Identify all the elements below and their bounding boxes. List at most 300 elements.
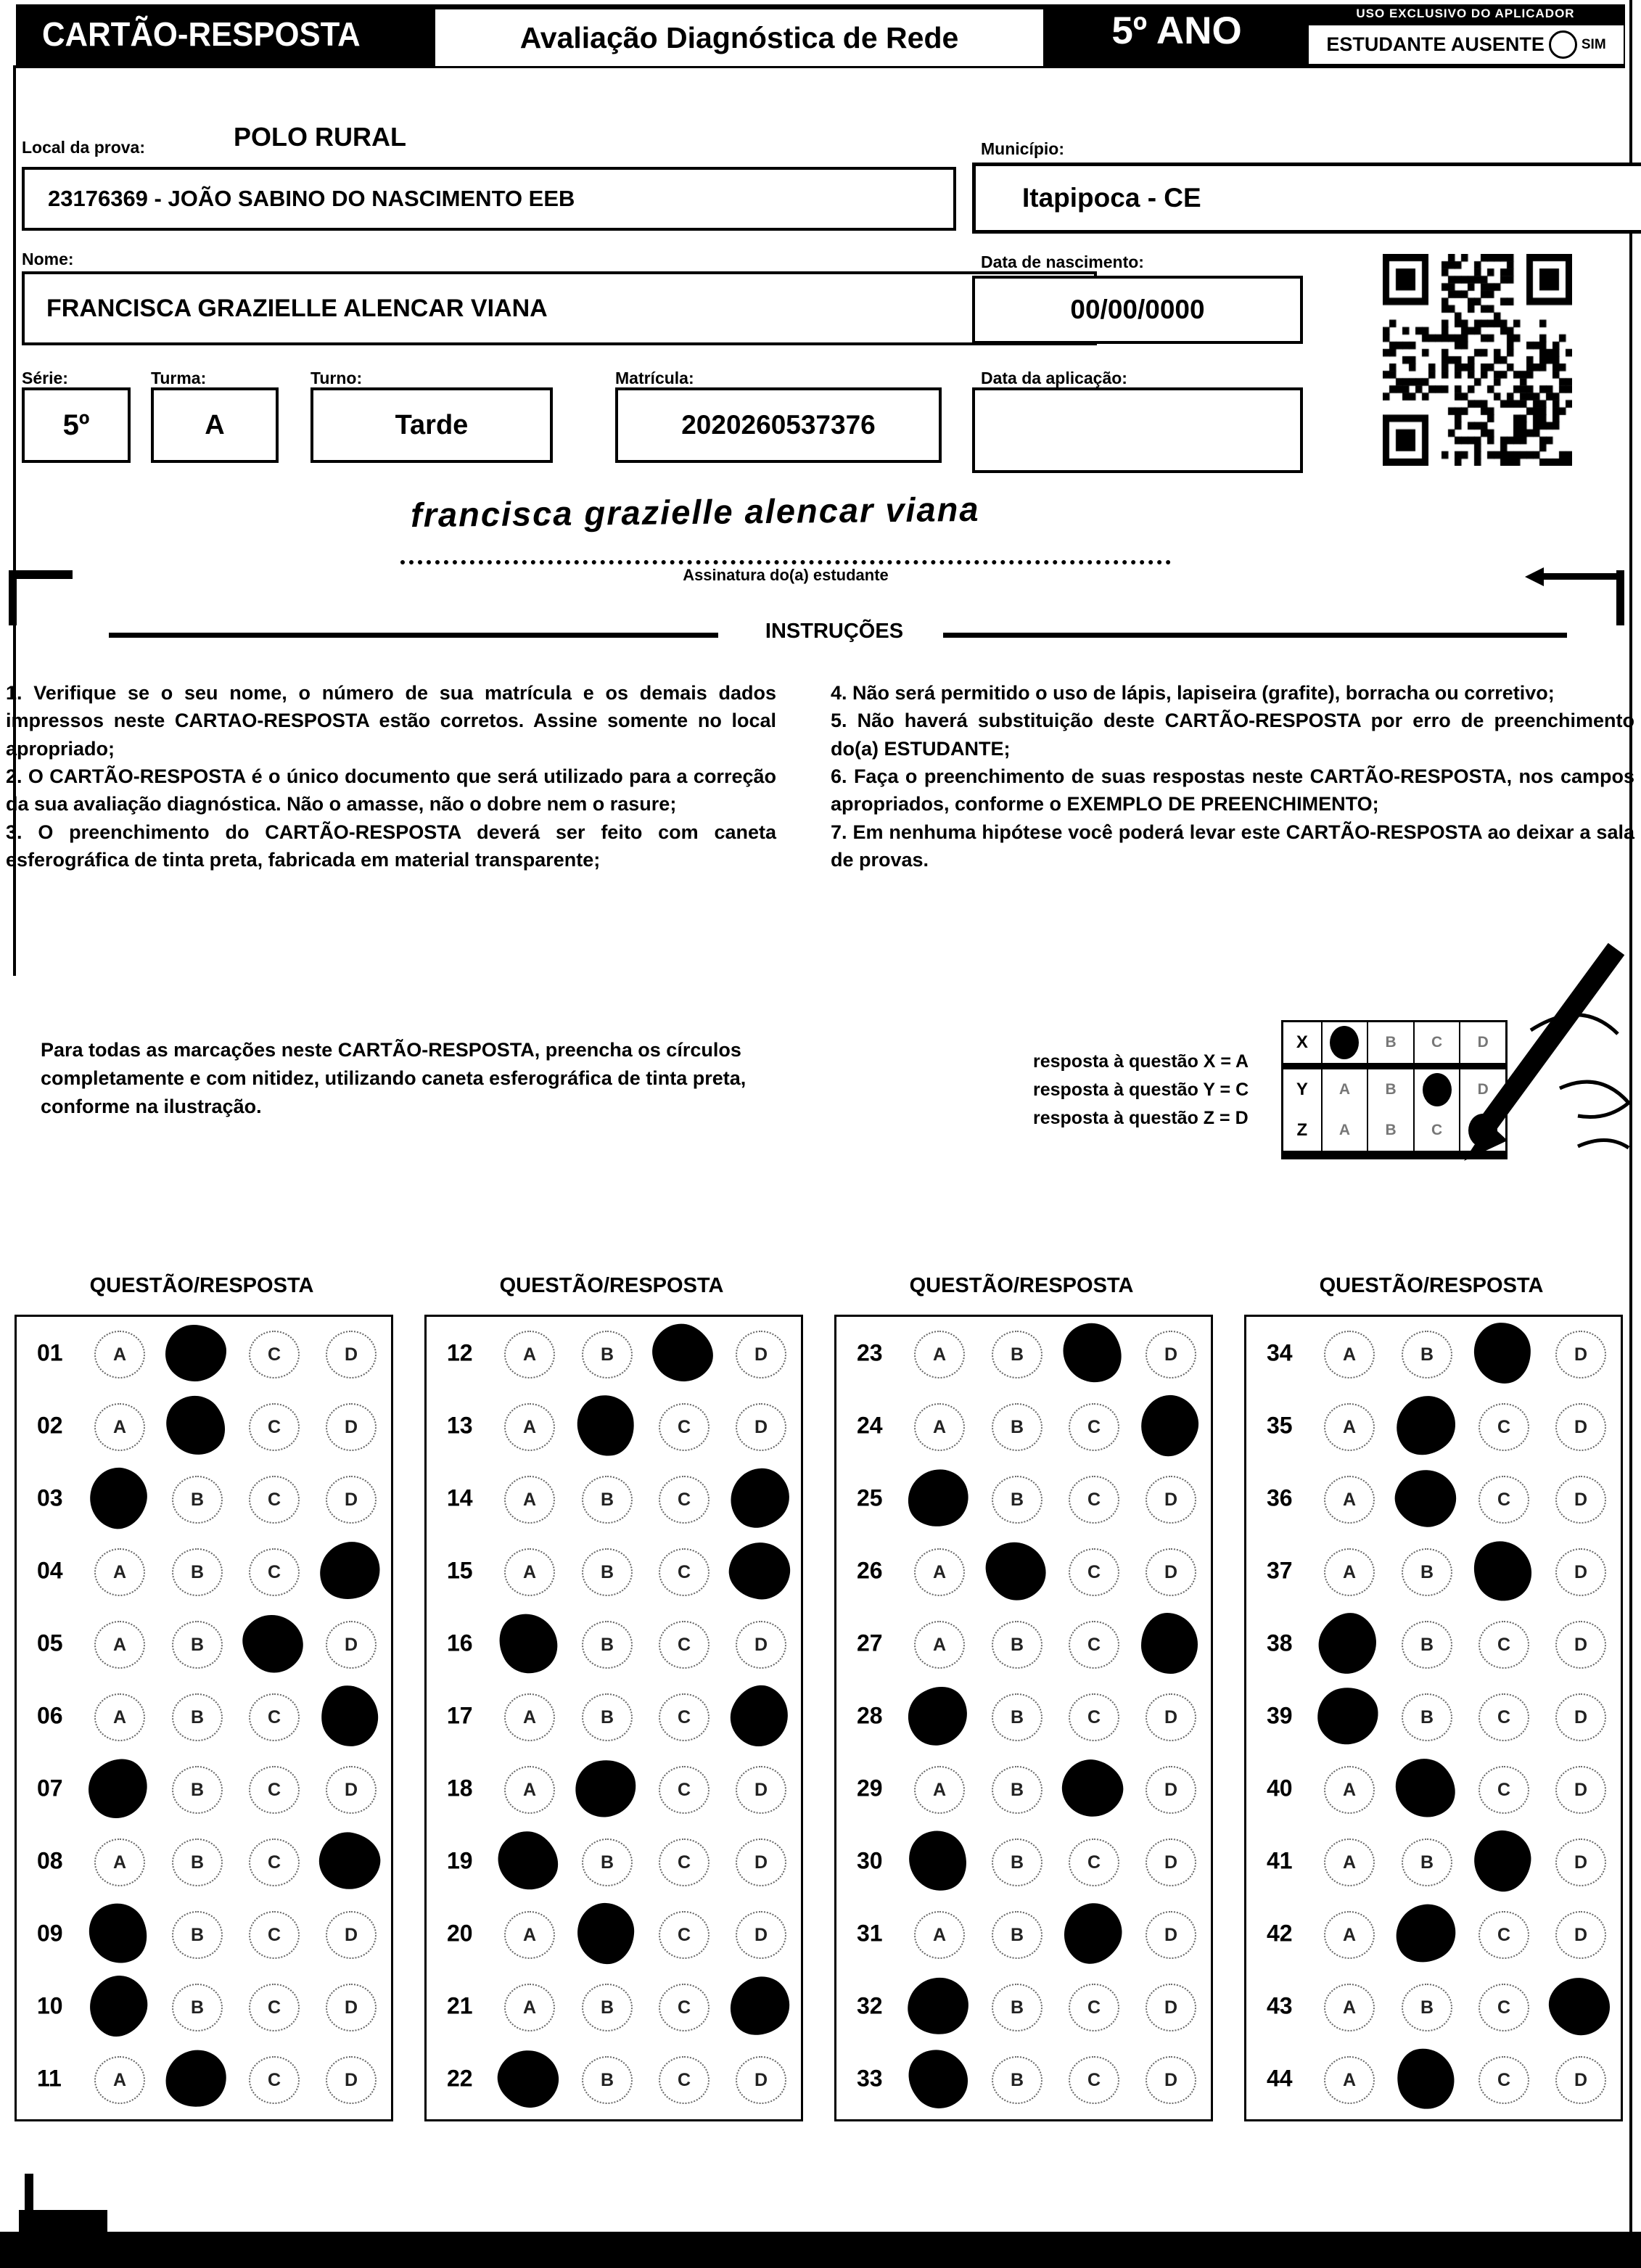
bubble-25-B[interactable]: B [992, 1476, 1042, 1524]
bubble-24-C[interactable]: C [1069, 1403, 1119, 1451]
pen-illustration [1422, 943, 1640, 1175]
bubble-41-D[interactable]: D [1555, 1838, 1606, 1886]
bubble-17-B[interactable]: B [582, 1693, 633, 1741]
question-row-17 [427, 1680, 801, 1752]
bubble-30-A-filled[interactable] [901, 1823, 976, 1899]
bubble-34-D[interactable]: D [1555, 1331, 1606, 1379]
question-number: 04 [37, 1557, 63, 1584]
bubble-22-D[interactable]: D [736, 2056, 786, 2104]
bubble-09-C[interactable]: C [249, 1911, 300, 1959]
question-number: 31 [857, 1920, 883, 1947]
question-number: 17 [447, 1702, 473, 1729]
example-legend-z: resposta à questão Z = D [1033, 1107, 1249, 1128]
bubble-30-B[interactable]: B [992, 1838, 1042, 1886]
bubble-30-D[interactable]: D [1146, 1838, 1196, 1886]
qr-code [1383, 254, 1572, 466]
question-number: 02 [37, 1412, 63, 1439]
bubble-22-A-filled[interactable] [490, 2042, 567, 2115]
bubble-20-B-filled[interactable] [576, 1902, 636, 1965]
local-label: Local da prova: [22, 138, 145, 157]
bubble-38-C[interactable]: C [1478, 1621, 1529, 1669]
bubble-28-C[interactable]: C [1069, 1693, 1119, 1741]
bubble-01-C[interactable]: C [249, 1331, 300, 1379]
bubble-36-B-filled[interactable] [1389, 1464, 1461, 1533]
question-number: 41 [1267, 1847, 1293, 1874]
school-value: 23176369 - JOÃO SABINO DO NASCIMENTO EEB [48, 186, 575, 211]
bubble-27-D-filled[interactable] [1141, 1613, 1198, 1674]
question-number: 15 [447, 1557, 473, 1584]
bubble-43-C[interactable]: C [1478, 1984, 1529, 2031]
example-row-label: X [1296, 1032, 1308, 1052]
question-row-13 [427, 1389, 801, 1462]
bubble-38-A-filled[interactable] [1309, 1603, 1388, 1683]
bubble-28-A-filled[interactable] [897, 1675, 979, 1757]
bubble-37-A[interactable]: A [1324, 1548, 1375, 1596]
bubble-09-A-filled[interactable] [80, 1894, 157, 1973]
question-number: 10 [37, 1992, 63, 2019]
question-number: 08 [37, 1847, 63, 1874]
bubble-20-A[interactable]: A [504, 1911, 555, 1959]
bubble-33-A-filled[interactable] [897, 2037, 979, 2121]
nascimento-label: Data de nascimento: [981, 252, 1144, 271]
bubble-43-A[interactable]: A [1324, 1984, 1375, 2031]
question-number: 38 [1267, 1630, 1293, 1656]
questao-resposta-header: QUESTÃO/RESPOSTA [89, 1274, 314, 1297]
bubble-28-B[interactable]: B [992, 1693, 1042, 1741]
bubble-13-D[interactable]: D [736, 1403, 786, 1451]
question-row-29 [836, 1752, 1211, 1825]
bubble-17-D-filled[interactable] [721, 1677, 797, 1755]
bubble-39-C[interactable]: C [1478, 1693, 1529, 1741]
bubble-22-C[interactable]: C [659, 2056, 710, 2104]
aplicacao-label: Data da aplicação: [981, 369, 1127, 387]
answer-grid-column-3 [834, 1315, 1213, 2121]
subtitle-box [435, 9, 1043, 66]
nascimento-box [972, 276, 1303, 344]
bubble-35-D[interactable]: D [1555, 1403, 1606, 1451]
bubble-38-D[interactable]: D [1555, 1621, 1606, 1669]
question-row-02 [17, 1389, 391, 1462]
bubble-16-C[interactable]: C [659, 1621, 710, 1669]
student-absent-bubble[interactable] [1549, 30, 1577, 59]
bubble-10-C[interactable]: C [249, 1984, 300, 2031]
municipio-value: Itapipoca - CE [1022, 183, 1201, 213]
bubble-07-C[interactable]: C [249, 1766, 300, 1814]
bubble-19-C[interactable]: C [659, 1838, 710, 1886]
bubble-06-D-filled[interactable] [318, 1683, 380, 1749]
bubble-22-B[interactable]: B [582, 2056, 633, 2104]
marking-instructions-text: Para todas as marcações neste CARTÃO-RESPOSTA, preencha os círculos completamente e com nitidez, utilizando caneta esferográfica de tinta preta, conforme na ilustração. [41, 1039, 747, 1118]
nome-label: Nome: [22, 250, 74, 268]
bubble-12-A[interactable]: A [504, 1331, 555, 1379]
bubble-44-A[interactable]: A [1324, 2056, 1375, 2104]
bubble-33-C[interactable]: C [1069, 2056, 1119, 2104]
student-absent-box [1309, 25, 1624, 64]
serie-value: 5º [62, 408, 90, 441]
bubble-24-A[interactable]: A [914, 1403, 965, 1451]
question-row-36 [1246, 1462, 1621, 1534]
question-number: 36 [1267, 1484, 1293, 1511]
question-row-07 [17, 1752, 391, 1825]
bubble-15-A[interactable]: A [504, 1548, 555, 1596]
municipio-box [972, 163, 1641, 234]
turma-value: A [205, 409, 225, 440]
bubble-13-A[interactable]: A [504, 1403, 555, 1451]
bubble-36-A[interactable]: A [1324, 1476, 1375, 1524]
bubble-37-C-filled[interactable] [1464, 1532, 1540, 1610]
bubble-04-A[interactable]: A [94, 1548, 145, 1596]
example-row-label: Y [1296, 1080, 1308, 1099]
question-row-04 [17, 1534, 391, 1607]
bubble-07-D[interactable]: D [326, 1766, 377, 1814]
question-number: 26 [857, 1557, 883, 1584]
bubble-43-B[interactable]: B [1402, 1984, 1452, 2031]
bubble-06-C[interactable]: C [249, 1693, 300, 1741]
bubble-42-D[interactable]: D [1555, 1911, 1606, 1959]
instruction-item: 3. O preenchimento do CARTÃO-RESPOSTA deverá ser feito com caneta esferográfica de tinta preta, fabricada em material transparente; [6, 821, 776, 871]
bubble-14-C[interactable]: C [659, 1476, 710, 1524]
bubble-25-C[interactable]: C [1069, 1476, 1119, 1524]
question-row-23 [836, 1317, 1211, 1389]
turma-box [151, 387, 279, 463]
bubble-33-B[interactable]: B [992, 2056, 1042, 2104]
bubble-44-C[interactable]: C [1478, 2056, 1529, 2104]
bubble-09-D[interactable]: D [326, 1911, 377, 1959]
instruction-item: 2. O CARTÃO-RESPOSTA é o único documento que será utilizado para a correção da sua avaliação diagnóstica. Não o amasse, não o dobre nem o rasure; [6, 765, 776, 815]
question-number: 33 [857, 2065, 883, 2092]
turno-label: Turno: [310, 369, 363, 387]
bubble-40-C[interactable]: C [1478, 1766, 1529, 1814]
answer-grid-column-2 [424, 1315, 803, 2121]
bubble-12-D[interactable]: D [736, 1331, 786, 1379]
example-option-letter: D [1477, 1034, 1489, 1051]
question-row-26 [836, 1534, 1211, 1607]
bubble-26-C[interactable]: C [1069, 1548, 1119, 1596]
bubble-31-D[interactable]: D [1146, 1911, 1196, 1959]
bubble-04-D-filled[interactable] [311, 1534, 388, 1608]
left-arrow-icon [1525, 567, 1544, 586]
bubble-25-D[interactable]: D [1146, 1476, 1196, 1524]
bubble-28-D[interactable]: D [1146, 1693, 1196, 1741]
bubble-27-C[interactable]: C [1069, 1621, 1119, 1669]
questao-resposta-header: QUESTÃO/RESPOSTA [499, 1274, 724, 1297]
question-number: 42 [1267, 1920, 1293, 1947]
example-bubble-X-A [1321, 1022, 1368, 1063]
signature-caption: Assinatura do(a) estudante [683, 566, 889, 584]
bubble-39-A-filled[interactable] [1314, 1684, 1382, 1749]
bubble-14-A[interactable]: A [504, 1476, 555, 1524]
bubble-43-D-filled[interactable] [1540, 1968, 1619, 2044]
question-number: 23 [857, 1339, 883, 1366]
bubble-31-B[interactable]: B [992, 1911, 1042, 1959]
question-number: 03 [37, 1484, 63, 1511]
bubble-26-D[interactable]: D [1146, 1548, 1196, 1596]
bubble-16-B[interactable]: B [582, 1621, 633, 1669]
bubble-18-C[interactable]: C [659, 1766, 710, 1814]
question-row-16 [427, 1607, 801, 1680]
bubble-08-B[interactable]: B [172, 1838, 223, 1886]
bubble-12-B[interactable]: B [582, 1331, 633, 1379]
bubble-18-B-filled[interactable] [569, 1754, 641, 1823]
bubble-23-D[interactable]: D [1146, 1331, 1196, 1379]
example-option-letter: C [1431, 1122, 1443, 1138]
question-number: 43 [1267, 1992, 1293, 2019]
bubble-29-B[interactable]: B [992, 1766, 1042, 1814]
bubble-18-A[interactable]: A [504, 1766, 555, 1814]
bubble-32-A-filled[interactable] [905, 1975, 971, 2037]
bubble-35-C[interactable]: C [1478, 1403, 1529, 1451]
question-row-01 [17, 1317, 391, 1389]
bubble-05-A[interactable]: A [94, 1621, 145, 1669]
bubble-13-C[interactable]: C [659, 1403, 710, 1451]
bubble-09-B[interactable]: B [172, 1911, 223, 1959]
bubble-21-C[interactable]: C [659, 1984, 710, 2031]
bubble-31-C-filled[interactable] [1053, 1893, 1133, 1975]
bubble-27-B[interactable]: B [992, 1621, 1042, 1669]
question-row-03 [17, 1462, 391, 1534]
instructions-right-column [831, 679, 1634, 874]
bubble-19-D[interactable]: D [736, 1838, 786, 1886]
question-row-12 [427, 1317, 801, 1389]
question-number: 37 [1267, 1557, 1293, 1584]
bubble-25-A-filled[interactable] [901, 1463, 975, 1534]
question-number: 30 [857, 1847, 883, 1874]
question-row-33 [836, 2042, 1211, 2115]
question-row-14 [427, 1462, 801, 1534]
bubble-23-A[interactable]: A [914, 1331, 965, 1379]
instruction-item: 1. Verifique se o seu nome, o número de sua matrícula e os demais dados impressos neste CARTAO-RESPOSTA estão corretos. Assine somente no local apropriado; [6, 682, 776, 760]
bubble-37-B[interactable]: B [1402, 1548, 1452, 1596]
bubble-40-B-filled[interactable] [1384, 1747, 1468, 1831]
bubble-42-C[interactable]: C [1478, 1911, 1529, 1959]
question-number: 28 [857, 1702, 883, 1729]
question-row-20 [427, 1897, 801, 1970]
bubble-39-D[interactable]: D [1555, 1693, 1606, 1741]
bubble-06-B[interactable]: B [172, 1693, 223, 1741]
bubble-32-B[interactable]: B [992, 1984, 1042, 2031]
crop-mark-right [1542, 573, 1618, 580]
question-number: 21 [447, 1992, 473, 2019]
question-number: 19 [447, 1847, 473, 1874]
question-row-34 [1246, 1317, 1621, 1389]
question-row-24 [836, 1389, 1211, 1462]
question-row-05 [17, 1607, 391, 1680]
bubble-44-B-filled[interactable] [1391, 2042, 1460, 2114]
example-row-label: Z [1296, 1120, 1308, 1140]
bubble-04-C[interactable]: C [249, 1548, 300, 1596]
bubble-07-A-filled[interactable] [77, 1747, 160, 1830]
bubble-01-A[interactable]: A [94, 1331, 145, 1379]
example-option-letter: A [1338, 1081, 1351, 1098]
question-row-21 [427, 1970, 801, 2042]
bubble-19-B[interactable]: B [582, 1838, 633, 1886]
bubble-23-C-filled[interactable] [1053, 1312, 1133, 1394]
question-number: 05 [37, 1630, 63, 1656]
aplicacao-box[interactable] [972, 387, 1303, 473]
matricula-box [615, 387, 942, 463]
question-row-15 [427, 1534, 801, 1607]
bubble-05-C-filled[interactable] [232, 1603, 314, 1684]
bubble-16-A-filled[interactable] [489, 1603, 568, 1683]
bubble-03-B[interactable]: B [172, 1476, 223, 1524]
example-legend [1033, 1048, 1249, 1132]
form-subtitle: Avaliação Diagnóstica de Rede [519, 20, 959, 54]
bubble-01-D[interactable]: D [326, 1331, 377, 1379]
question-number: 14 [447, 1484, 473, 1511]
bubble-29-D[interactable]: D [1146, 1766, 1196, 1814]
bubble-01-B-filled[interactable] [165, 1325, 226, 1381]
bubble-08-C[interactable]: C [249, 1838, 300, 1886]
question-row-38 [1246, 1607, 1621, 1680]
matricula-label: Matrícula: [615, 369, 694, 387]
question-row-19 [427, 1825, 801, 1897]
bubble-34-C-filled[interactable] [1473, 1321, 1532, 1385]
bubble-16-D[interactable]: D [736, 1621, 786, 1669]
bubble-42-B-filled[interactable] [1385, 1894, 1465, 1973]
bubble-20-D[interactable]: D [736, 1911, 786, 1959]
bubble-08-D-filled[interactable] [314, 1828, 384, 1895]
question-row-35 [1246, 1389, 1621, 1462]
question-number: 24 [857, 1412, 883, 1439]
question-row-06 [17, 1680, 391, 1752]
bubble-05-D[interactable]: D [326, 1621, 377, 1669]
question-row-09 [17, 1897, 391, 1970]
bubble-38-B[interactable]: B [1402, 1621, 1452, 1669]
bubble-03-D[interactable]: D [326, 1476, 377, 1524]
bubble-02-C[interactable]: C [249, 1403, 300, 1451]
instruction-item: 4. Não será permitido o uso de lápis, lapiseira (grafite), borracha ou corretivo; [831, 682, 1555, 704]
bubble-21-A[interactable]: A [504, 1984, 555, 2031]
bubble-15-C[interactable]: C [659, 1548, 710, 1596]
bubble-12-C-filled[interactable] [642, 1314, 723, 1393]
bubble-15-D-filled[interactable] [725, 1539, 794, 1603]
bubble-18-D[interactable]: D [736, 1766, 786, 1814]
bottom-mark-tick [25, 2174, 33, 2214]
bubble-08-A[interactable]: A [94, 1838, 145, 1886]
question-number: 12 [447, 1339, 473, 1366]
crop-mark-left-vertical [9, 570, 17, 625]
bubble-14-D-filled[interactable] [718, 1457, 802, 1540]
bubble-26-A[interactable]: A [914, 1548, 965, 1596]
example-bubble-Z-A [1321, 1110, 1368, 1151]
bubble-10-D[interactable]: D [326, 1984, 377, 2031]
bubble-24-D-filled[interactable] [1132, 1387, 1207, 1464]
bubble-34-A[interactable]: A [1324, 1331, 1375, 1379]
bubble-32-D[interactable]: D [1146, 1984, 1196, 2031]
question-row-22 [427, 2042, 801, 2115]
bubble-17-A[interactable]: A [504, 1693, 555, 1741]
bubble-02-A[interactable]: A [94, 1403, 145, 1451]
nome-value: FRANCISCA GRAZIELLE ALENCAR VIANA [46, 294, 548, 322]
bubble-21-B[interactable]: B [582, 1984, 633, 2031]
question-row-25 [836, 1462, 1211, 1534]
bubble-13-B-filled[interactable] [574, 1392, 638, 1460]
bottom-mark-square [19, 2210, 107, 2233]
bubble-10-B[interactable]: B [172, 1984, 223, 2031]
question-number: 25 [857, 1484, 883, 1511]
bubble-36-C[interactable]: C [1478, 1476, 1529, 1524]
question-number: 16 [447, 1630, 473, 1656]
bubble-07-B[interactable]: B [172, 1766, 223, 1814]
bubble-35-A[interactable]: A [1324, 1403, 1375, 1451]
instruction-item: 7. Em nenhuma hipótese você poderá levar este CARTÃO-RESPOSTA ao deixar a sala de provas. [831, 821, 1634, 871]
question-number: 11 [37, 2065, 62, 2092]
bubble-40-A[interactable]: A [1324, 1766, 1375, 1814]
bubble-02-D[interactable]: D [326, 1403, 377, 1451]
bubble-11-A[interactable]: A [94, 2056, 145, 2104]
bubble-41-B[interactable]: B [1402, 1838, 1452, 1886]
instruction-item: 6. Faça o preenchimento de suas respostas neste CARTÃO-RESPOSTA, nos campos apropriados, conforme o EXEMPLO DE PREENCHIMENTO; [831, 765, 1634, 815]
bubble-36-D[interactable]: D [1555, 1476, 1606, 1524]
question-row-30 [836, 1825, 1211, 1897]
bubble-42-A[interactable]: A [1324, 1911, 1375, 1959]
bubble-11-C[interactable]: C [249, 2056, 300, 2104]
bubble-02-B-filled[interactable] [155, 1384, 237, 1467]
question-row-37 [1246, 1534, 1621, 1607]
bubble-05-B[interactable]: B [172, 1621, 223, 1669]
filled-bubble-icon [1330, 1026, 1359, 1059]
instructions-left-column [6, 679, 776, 874]
bubble-21-D-filled[interactable] [718, 1965, 800, 2047]
bubble-03-A-filled[interactable] [83, 1461, 154, 1535]
bubble-03-C[interactable]: C [249, 1476, 300, 1524]
bubble-32-C[interactable]: C [1069, 1984, 1119, 2031]
question-number: 20 [447, 1920, 473, 1947]
bubble-29-A[interactable]: A [914, 1766, 965, 1814]
bubble-26-B-filled[interactable] [974, 1530, 1057, 1612]
bubble-23-B[interactable]: B [992, 1331, 1042, 1379]
bubble-11-B-filled[interactable] [161, 2045, 231, 2111]
serie-label: Série: [22, 369, 68, 387]
bubble-44-D[interactable]: D [1555, 2056, 1606, 2104]
bubble-33-D[interactable]: D [1146, 2056, 1196, 2104]
question-number: 44 [1267, 2065, 1293, 2092]
bubble-30-C[interactable]: C [1069, 1838, 1119, 1886]
question-number: 40 [1267, 1775, 1293, 1801]
question-number: 34 [1267, 1339, 1293, 1366]
bubble-37-D[interactable]: D [1555, 1548, 1606, 1596]
example-option-letter: B [1385, 1122, 1397, 1138]
bubble-39-B[interactable]: B [1402, 1693, 1452, 1741]
bubble-27-A[interactable]: A [914, 1621, 965, 1669]
bubble-15-B[interactable]: B [582, 1548, 633, 1596]
bubble-04-B[interactable]: B [172, 1548, 223, 1596]
question-number: 27 [857, 1630, 883, 1656]
bubble-06-A[interactable]: A [94, 1693, 145, 1741]
bubble-10-A-filled[interactable] [79, 1966, 157, 2046]
bubble-41-C-filled[interactable] [1471, 1827, 1535, 1895]
bubble-17-C[interactable]: C [659, 1693, 710, 1741]
bubble-19-A-filled[interactable] [487, 1820, 569, 1902]
bubble-35-B-filled[interactable] [1384, 1384, 1467, 1467]
bubble-31-A[interactable]: A [914, 1911, 965, 1959]
bubble-24-B[interactable]: B [992, 1403, 1042, 1451]
bubble-14-B[interactable]: B [582, 1476, 633, 1524]
signature-handwriting: francisca grazielle alencar viana [410, 489, 980, 535]
bubble-20-C[interactable]: C [659, 1911, 710, 1959]
example-bubble-Y-A [1321, 1069, 1368, 1110]
bubble-11-D[interactable]: D [326, 2056, 377, 2104]
bubble-40-D[interactable]: D [1555, 1766, 1606, 1814]
answer-grid-column-1 [15, 1315, 393, 2121]
question-row-40 [1246, 1752, 1621, 1825]
bubble-41-A[interactable]: A [1324, 1838, 1375, 1886]
bubble-29-C-filled[interactable] [1056, 1753, 1130, 1824]
nome-box [22, 271, 1097, 345]
bubble-34-B[interactable]: B [1402, 1331, 1452, 1379]
question-number: 29 [857, 1775, 883, 1801]
example-option-letter: D [1477, 1081, 1489, 1098]
